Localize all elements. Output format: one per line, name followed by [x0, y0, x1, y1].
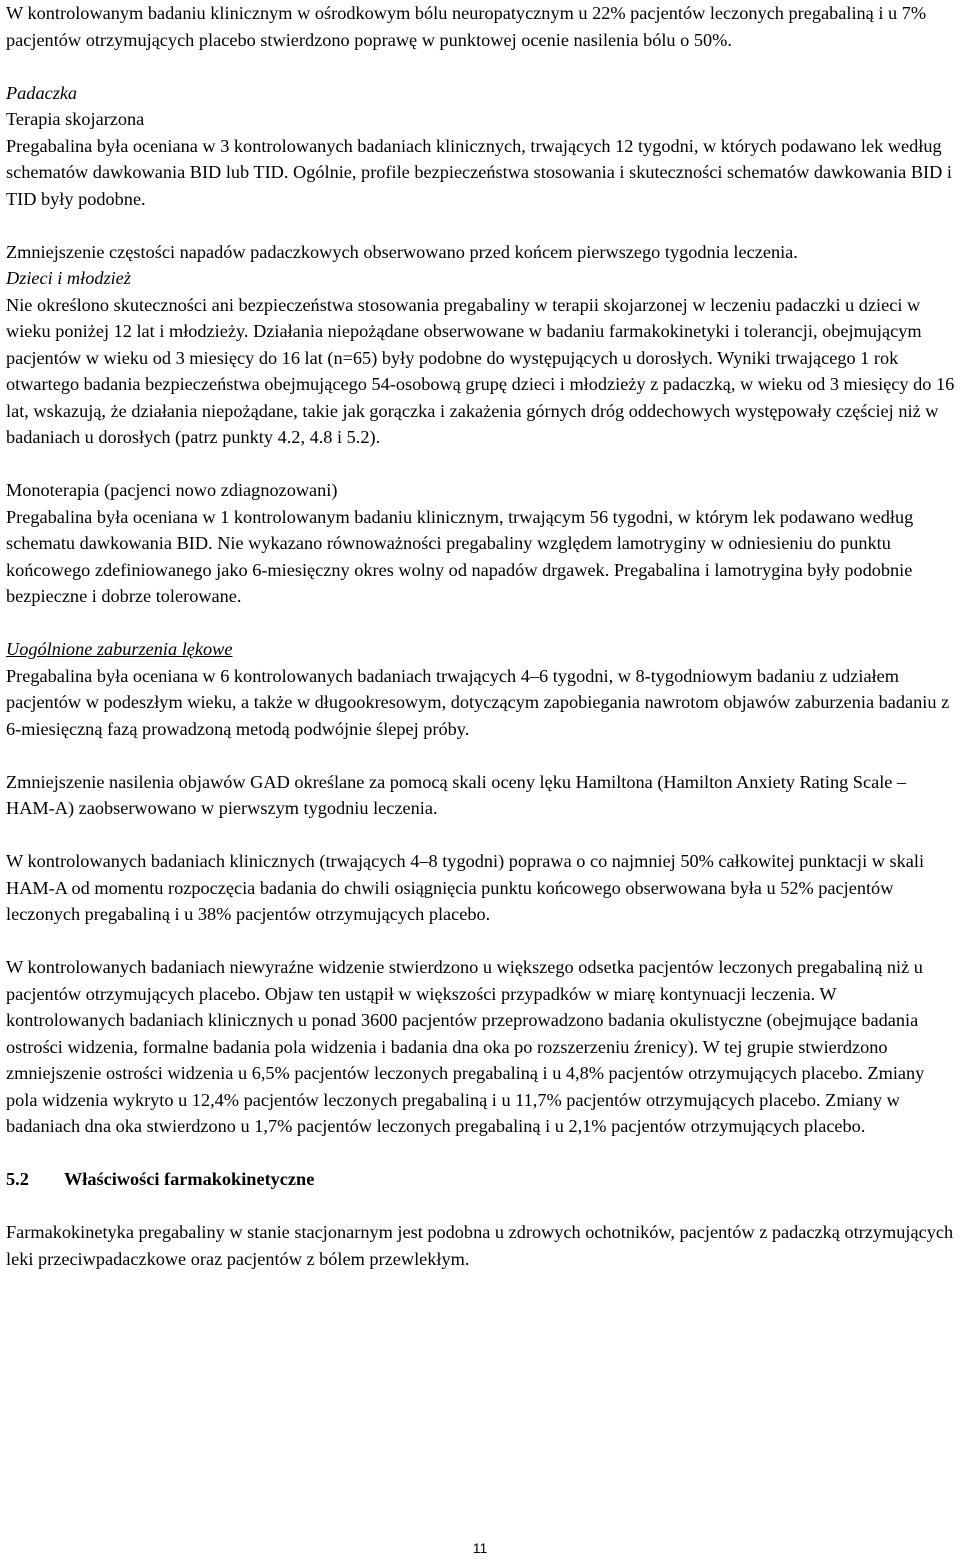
gad-paragraph-3: W kontrolowanych badaniach klinicznych (trwających 4–8 tygodni) poprawa o co najmniej 50% całkowitej punktacji w skali HAM-A od momentu rozpoczęcia badania do chwili osiągnięcia punktu końcowego obserwowana była u 52% pacjentów leczonych pregabaliną i u 38% pacjentów otrzymujących placebo. — [6, 851, 925, 924]
monotherapy-heading: Monoterapia (pacjenci nowo zdiagnozowani) — [6, 480, 338, 500]
section-number: 5.2 — [6, 1169, 29, 1189]
pharmacokinetics-paragraph-1: Farmakokinetyka pregabaliny w stanie stacjonarnym jest podobna u zdrowych ochotników, pacjentów z padaczką otrzymujących leki przeciwpadaczkowe oraz pacjentów z bólem przewlekłym. — [6, 1222, 954, 1269]
section-title: Właściwości farmakokinetyczne — [64, 1169, 315, 1189]
intro-paragraph: W kontrolowanym badaniu klinicznym w ośrodkowym bólu neuropatycznym u 22% pacjentów leczonych pregabaliną i u 7% pacjentów otrzymujących placebo stwierdzono poprawę w punktowej ocenie nasilenia bólu o 50%. — [6, 3, 927, 50]
children-paragraph-1: Nie określono skuteczności ani bezpieczeństwa stosowania pregabaliny w terapii skojarzonej w leczeniu padaczki u dzieci w wieku poniżej 12 lat i młodzieży. Działania niepożądane obserwowane w badaniu farmakokinetyki i tolerancji, obejmującym pacjentów w wieku od 3 miesięcy do 16 lat (n=65) były podobne do występujących u dorosłych. Wyniki trwającego 1 rok otwartego badania bezpieczeństwa obejmującego 54-osobową grupę dzieci i młodzieży z padaczką, w wieku od 3 miesięcy do 16 lat, wskazują, że działania niepożądane, takie jak gorączka i zakażenia górnych dróg oddechowych występowały częściej niż w badaniach u dorosłych (patrz punkty 4.2, 4.8 i 5.2). — [6, 294, 955, 447]
section-heading-5-2 — [6, 1166, 958, 1193]
document-page — [6, 0, 958, 1272]
gad-paragraph-2: Zmniejszenie nasilenia objawów GAD określane za pomocą skali oceny lęku Hamiltona (Hamilton Anxiety Rating Scale – HAM-A) zaobserwowano w pierwszym tygodniu leczenia. — [6, 771, 907, 818]
gad-heading: Uogólnione zaburzenia lękowe — [6, 639, 233, 659]
epilepsy-paragraph-1: Pregabalina była oceniana w 3 kontrolowanych badaniach klinicznych, trwających 12 tygodni, w których podawano lek według schematów dawkowania BID lub TID. Ogólnie, profile bezpieczeństwa stosowania i skuteczności schematów dawkowania BID i TID były podobne. — [6, 135, 952, 209]
epilepsy-paragraph-2: Zmniejszenie częstości napadów padaczkowych obserwowano przed końcem pierwszego tygodnia leczenia. — [6, 241, 798, 262]
page-number: 11 — [472, 1540, 488, 1556]
monotherapy-paragraph-1: Pregabalina była oceniana w 1 kontrolowanym badaniu klinicznym, trwającym 56 tygodni, w którym lek podawano według schematu dawkowania BID. Nie wykazano równoważności pregabaliny względem lamotryginy w odniesieniu do punktu końcowego zdefiniowanego jako 6-miesięczny okres wolny od napadów drgawek. Pregabalina i lamotrygina były podobnie bezpieczne i dobrze tolerowane. — [6, 506, 914, 606]
gad-paragraph-1: Pregabalina była oceniana w 6 kontrolowanych badaniach trwających 4–6 tygodni, w 8-tygodniowym badaniu z udziałem pacjentów w podeszłym wieku, a także w długookresowym, dotyczącym zapobiegania nawrotom objawów zaburzenia badaniu z 6-miesięczną fazą prowadzoną metodą podwójnie ślepej próby. — [6, 665, 950, 739]
gad-paragraph-4: W kontrolowanych badaniach niewyraźne widzenie stwierdzono u większego odsetka pacjentów leczonych pregabaliną niż u pacjentów otrzymujących placebo. Objaw ten ustąpił w większości przypadków w miarę kontynuacji leczenia. W kontrolowanych badaniach klinicznych u ponad 3600 pacjentów przeprowadzono badania okulistyczne (obejmujące badania ostrości widzenia, formalne badania pola widzenia i badania dna oka po rozszerzeniu źrenicy). W tej grupie stwierdzono zmniejszenie ostrości widzenia u 6,5% pacjentów leczonych pregabaliną i u 4,8% pacjentów otrzymujących placebo. Zmiany pola widzenia wykryto u 12,4% pacjentów leczonych pregabaliną i u 11,7% pacjentów otrzymujących placebo. Zmiany w badaniach dna oka stwierdzono u 1,7% pacjentów leczonych pregabaliną i u 2,1% pacjentów otrzymujących placebo. — [6, 957, 925, 1136]
epilepsy-heading: Padaczka — [6, 82, 78, 103]
children-heading: Dzieci i młodzież — [6, 268, 131, 288]
epilepsy-subheading: Terapia skojarzona — [6, 109, 145, 129]
